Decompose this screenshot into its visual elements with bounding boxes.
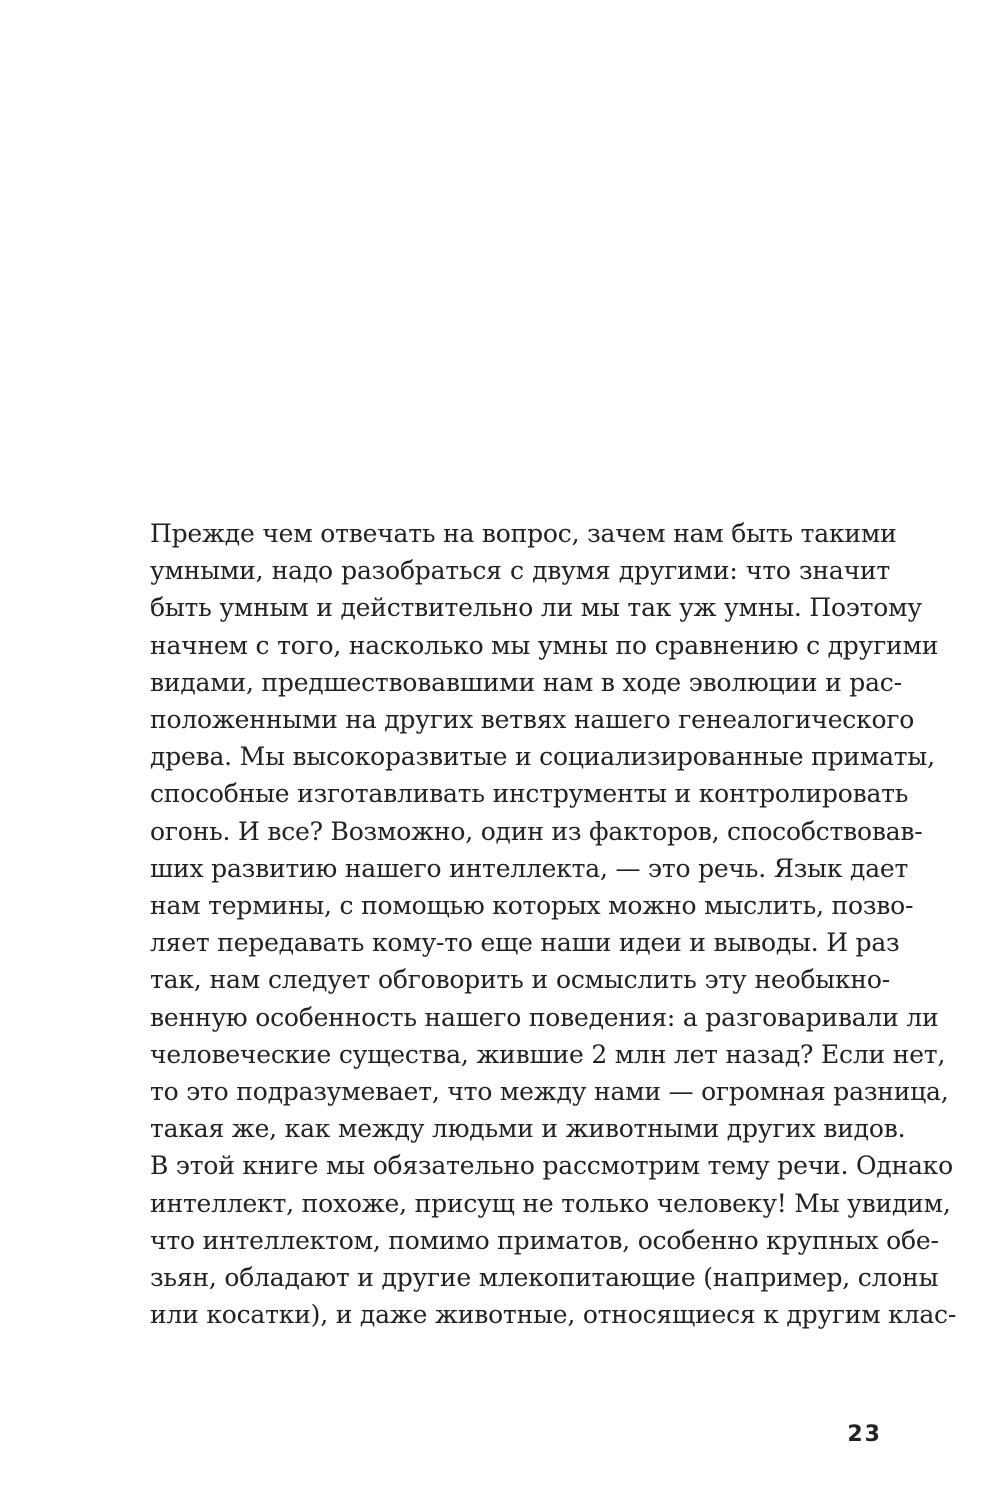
text-line: ляет передавать кому-то еще наши идеи и выводы. И раз [150,928,900,958]
text-line: начнем с того, насколько мы умны по сравнению с другими [150,630,939,660]
text-line: зьян, обладают и другие млекопитающие (например, слоны [150,1263,939,1293]
text-line: огонь. И все? Возможно, один из факторов, способствовав- [150,816,923,846]
text-line: такая же, как между людьми и животными других видов. [150,1114,906,1144]
text-line: нам термины, с помощью которых можно мыслить, позво- [150,891,914,921]
text-line: Прежде чем отвечать на вопрос, зачем нам быть такими [150,519,897,548]
body-paragraph [150,515,957,1333]
text-line: положенными на других ветвях нашего генеалогического [150,705,915,735]
text-line: человеческие существа, жившие 2 млн лет назад? Если нет, [150,1039,946,1069]
text-line: ших развитию нашего интеллекта, — это речь. Язык дает [150,853,909,883]
text-line: так, нам следует обговорить и осмыслить эту необыкно- [150,965,890,995]
text-line: что интеллектом, помимо приматов, особенно крупных обе- [150,1225,939,1255]
text-line: или косатки), и даже животные, относящиеся к другим клас- [150,1300,957,1330]
text-line: быть умным и действительно ли мы так уж умны. Поэтому [150,593,922,623]
text-line: венную особенность нашего поведения: а разговаривали ли [150,1002,939,1032]
text-line: умными, надо разобраться с двумя другими: что значит [150,556,890,586]
text-line: то это подразумевает, что между нами — огромная разница, [150,1077,949,1107]
text-line: видами, предшествовавшими нам в ходе эволюции и рас- [150,667,902,697]
text-line: интеллект, похоже, присущ не только человеку! Мы увидим, [150,1188,951,1218]
text-line: способные изготавливать инструменты и контролировать [150,779,909,809]
text-line: древа. Мы высокоразвитые и социализированные приматы, [150,742,935,772]
page-number: 23 [847,1422,882,1447]
text-line: В этой книге мы обязательно рассмотрим тему речи. Однако [150,1151,953,1181]
